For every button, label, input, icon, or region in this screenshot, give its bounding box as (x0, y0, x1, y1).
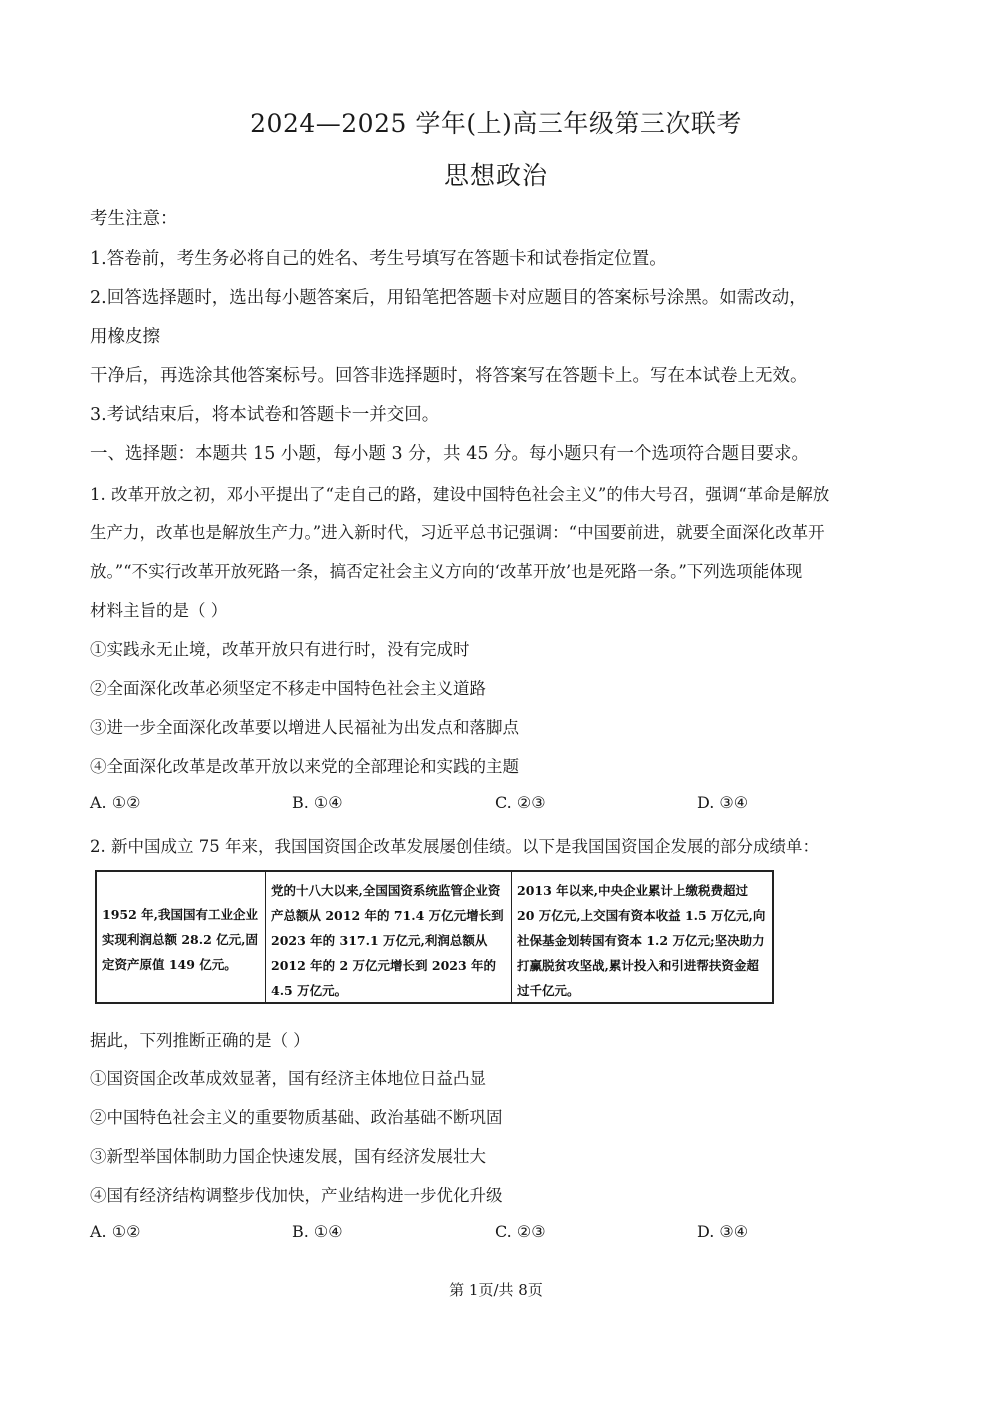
q1-option-d[interactable]: D. ③④ (697, 793, 749, 812)
q2-stem: 2. 新中国成立 75 年来，我国国资国企改革发展屡创佳绩。以下是我国国资国企发展的部分成绩单： (90, 837, 819, 856)
q1-option-c[interactable]: C. ②③ (495, 793, 546, 812)
q1-statement-3: ③进一步全面深化改革要以增进人民福祉为出发点和落脚点 (90, 718, 519, 737)
notice-item-2: 2.回答选择题时，选出每小题答案后，用铅笔把答题卡对应题目的答案标号涂黑。如需改动， (90, 288, 807, 308)
q1-stem-line-2: 生产力，改革也是解放生产力。”进入新时代，习近平总书记强调：“中国要前进，就要全面深化改革开 (90, 523, 825, 542)
notice-item-2-cont: 用橡皮擦 (90, 327, 160, 347)
q2-option-a[interactable]: A. ①② (90, 1222, 141, 1241)
notice-item-1: 1.答卷前，考生务必将自己的姓名、考生号填写在答题卡和试卷指定位置。 (90, 249, 667, 269)
page-number: 第 1页/共 8页 (449, 1281, 543, 1299)
page-title: 2024—2025 学年(上)高三年级第三次联考 (250, 109, 742, 138)
q1-stem-line-1: 1. 改革开放之初，邓小平提出了“走自己的路，建设中国特色社会主义”的伟大号召，强调“革命是解放 (90, 485, 830, 504)
q1-stem-line-4: 材料主旨的是（ ） (90, 601, 228, 620)
q2-statement-2: ②中国特色社会主义的重要物质基础、政治基础不断巩固 (90, 1108, 503, 1127)
q1-statement-2: ②全面深化改革必须坚定不移走中国特色社会主义道路 (90, 679, 486, 698)
q2-statement-3: ③新型举国体制助力国企快速发展，国有经济发展壮大 (90, 1147, 486, 1166)
section-heading: 一、选择题：本题共 15 小题，每小题 3 分，共 45 分。每小题只有一个选项符合题目要求。 (90, 444, 810, 464)
q2-option-c[interactable]: C. ②③ (495, 1222, 546, 1241)
q2-statement-4: ④国有经济结构调整步伐加快，产业结构进一步优化升级 (90, 1186, 503, 1205)
q1-statement-4: ④全面深化改革是改革开放以来党的全部理论和实践的主题 (90, 757, 519, 776)
notice-heading: 考生注意： (90, 209, 178, 229)
q2-statement-1: ①国资国企改革成效显著，国有经济主体地位日益凸显 (90, 1069, 486, 1088)
achievement-table (95, 870, 774, 1004)
q2-option-d[interactable]: D. ③④ (697, 1222, 749, 1241)
q1-option-a[interactable]: A. ①② (90, 793, 141, 812)
q2-option-b[interactable]: B. ①④ (292, 1222, 343, 1241)
q2-question: 据此，下列推断正确的是（ ） (90, 1031, 310, 1050)
notice-item-3: 3.考试结束后，将本试卷和答题卡一并交回。 (90, 405, 440, 425)
q1-statement-1: ①实践永无止境，改革开放只有进行时，没有完成时 (90, 640, 470, 659)
notice-item-2-cont2: 干净后，再选涂其他答案标号。回答非选择题时，将答案写在答题卡上。写在本试卷上无效。 (90, 366, 808, 386)
q1-option-b[interactable]: B. ①④ (292, 793, 343, 812)
table-cell-since-18th-congress: 党的十八大以来,全国国资系统监管企业资产总额从 2012 年的 71.4 万亿元增长到 2023 年的 317.1 万亿元,利润总额从 2012 年的 2 万亿元增长到 2023 年的 4.5 万亿元。 (265, 872, 511, 1002)
subject-title: 思想政治 (443, 161, 548, 190)
table-cell-since-2013: 2013 年以来,中央企业累计上缴税费超过 20 万亿元,上交国有资本收益 1.5 万亿元,向社保基金划转国有资本 1.2 万亿元;坚决助力打赢脱贫攻坚战,累计投入和引进帮扶资金超过千亿元。 (511, 872, 772, 1002)
q1-stem-line-3: 放。”“不实行改革开放死路一条，搞否定社会主义方向的‘改革开放’也是死路一条。”下列选项能体现 (90, 562, 803, 581)
table-cell-1952: 1952 年,我国国有工业企业实现利润总额 28.2 亿元,固定资产原值 149 亿元。 (102, 907, 259, 972)
